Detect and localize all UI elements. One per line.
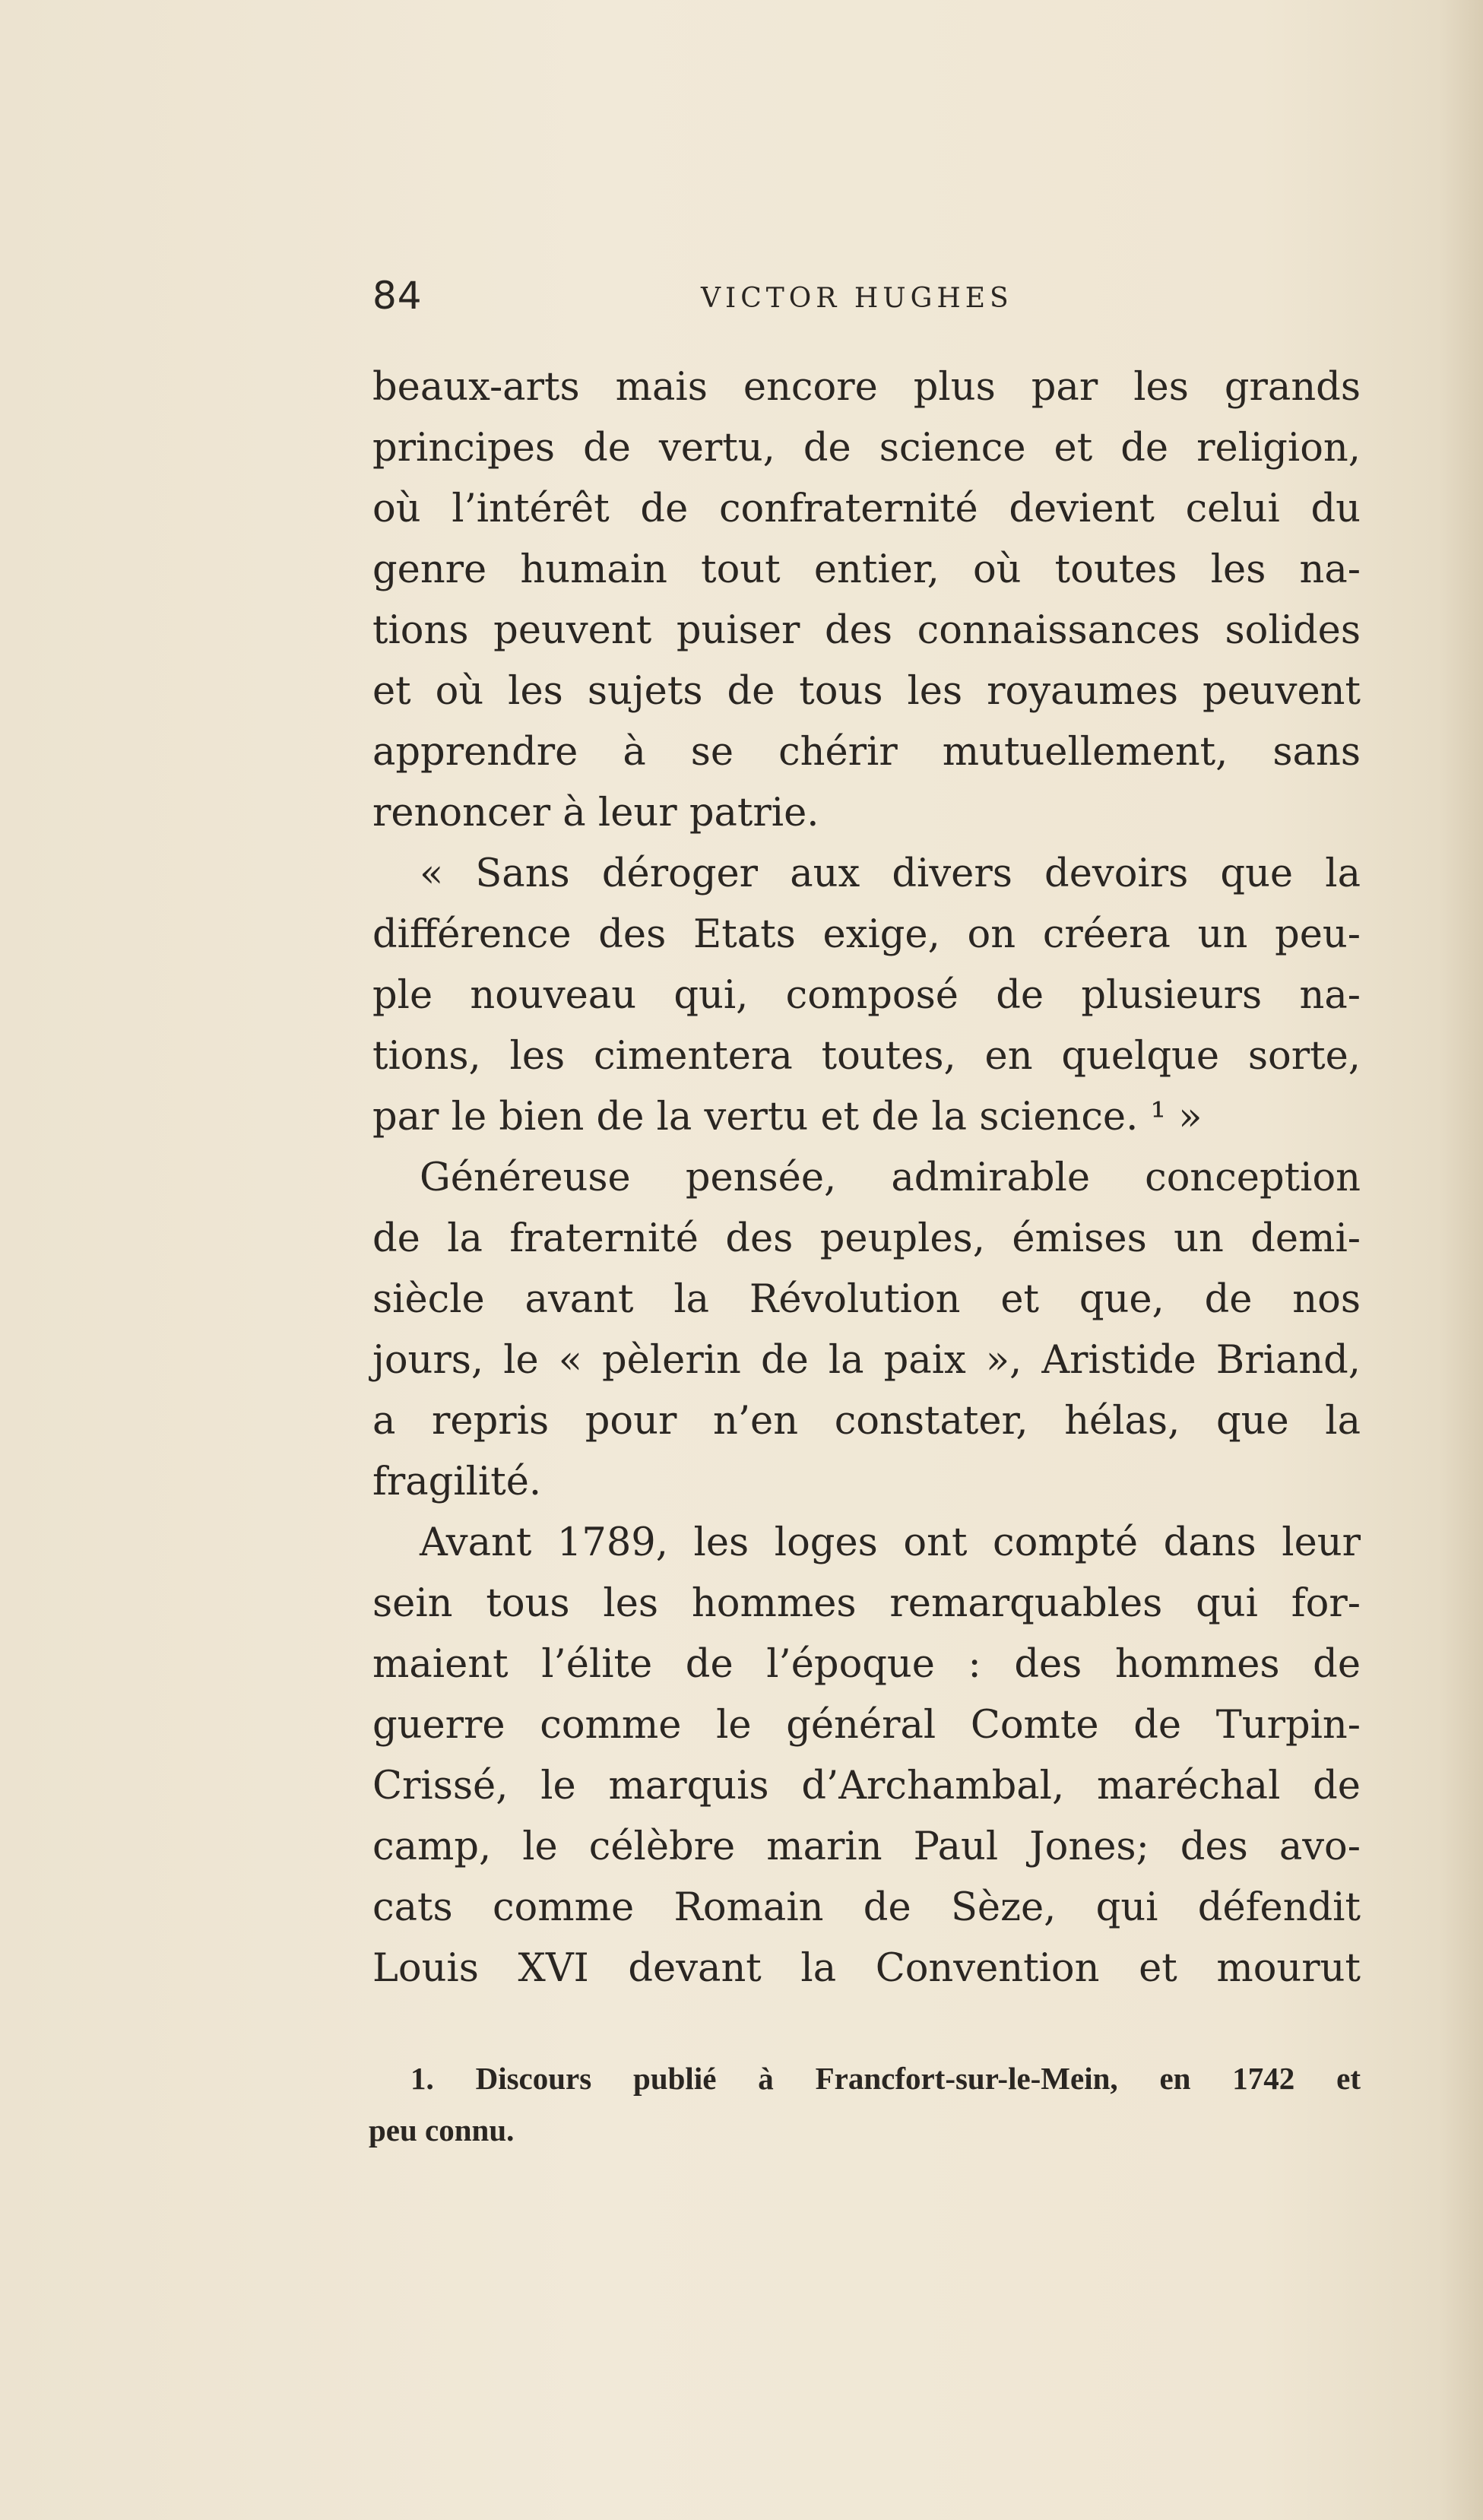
running-title: VICTOR HUGHES: [701, 283, 1013, 314]
text-line: principes de vertu, de science et de religion,: [372, 426, 1361, 471]
text-line: a repris pour n’en constater, hélas, que la: [372, 1399, 1361, 1444]
text-line: guerre comme le général Comte de Turpin-: [372, 1703, 1361, 1748]
text-line: Avant 1789, les loges ont compté dans leur: [420, 1520, 1361, 1565]
text-line: maient l’élite de l’époque : des hommes de: [372, 1642, 1361, 1687]
body-text: [372, 357, 1361, 1999]
text-line: Généreuse pensée, admirable conception: [420, 1155, 1361, 1200]
text-line: Louis XVI devant la Convention et mourut: [372, 1946, 1361, 1991]
text-line: sein tous les hommes remarquables qui for-: [372, 1581, 1361, 1626]
text-line: siècle avant la Révolution et que, de nos: [372, 1277, 1361, 1322]
text-line: par le bien de la vertu et de la science. ¹ »: [372, 1095, 1203, 1140]
text-line: différence des Etats exige, on créera un peu-: [372, 912, 1361, 957]
text-line: genre humain tout entier, où toutes les na-: [372, 547, 1361, 592]
text-line: camp, le célèbre marin Paul Jones; des avo-: [372, 1824, 1361, 1869]
text-line: tions peuvent puiser des connaissances solides: [372, 608, 1361, 653]
running-head: [372, 274, 1361, 327]
text-line: fragilité.: [372, 1460, 542, 1504]
text-line: cats comme Romain de Sèze, qui défendit: [372, 1885, 1361, 1930]
text-line: ple nouveau qui, composé de plusieurs na-: [372, 973, 1361, 1018]
text-line: et où les sujets de tous les royaumes peuvent: [372, 669, 1361, 714]
text-line: « Sans déroger aux divers devoirs que la: [420, 851, 1361, 896]
text-line: apprendre à se chérir mutuellement, sans: [372, 730, 1361, 775]
text-line: où l’intérêt de confraternité devient celui du: [372, 487, 1361, 531]
text-line: beaux-arts mais encore plus par les grands: [372, 365, 1361, 410]
text-line: Crissé, le marquis d’Archambal, maréchal de: [372, 1764, 1361, 1808]
text-line: jours, le « pèlerin de la paix », Aristide Briand,: [372, 1338, 1361, 1383]
footnote-line: 1. Discours publié à Francfort-sur-le-Mein, en 1742 et: [410, 2061, 1361, 2096]
text-line: de la fraternité des peuples, émises un demi-: [372, 1216, 1361, 1261]
text-line: tions, les cimentera toutes, en quelque sorte,: [372, 1034, 1361, 1079]
footnote: [369, 2052, 1361, 2156]
text-line: renoncer à leur patrie.: [372, 791, 819, 835]
footnote-line: peu connu.: [369, 2113, 515, 2148]
page-number: 84: [372, 274, 423, 318]
